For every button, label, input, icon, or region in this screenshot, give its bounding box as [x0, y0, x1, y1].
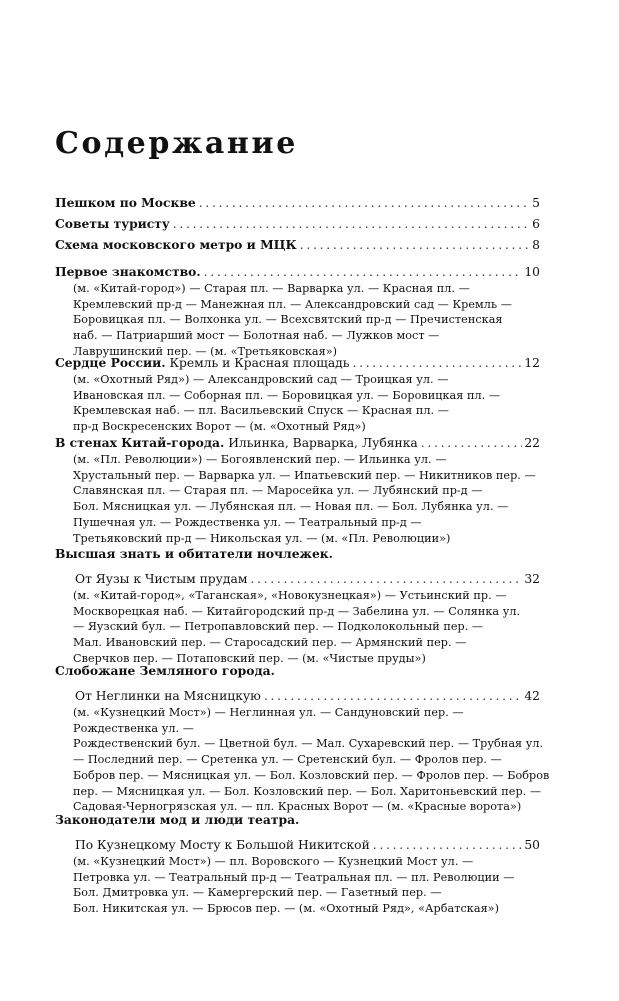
- leader-dots: [264, 687, 523, 705]
- toc-entry-subtitle: От Неглинки на Мясницкую: [75, 689, 261, 703]
- toc-page-number: 10: [524, 265, 540, 279]
- toc-page-number: 5: [532, 196, 540, 210]
- route-description: (м. «Китай-город», «Таганская», «Новокузнецкая») — Устьинский пр. — Москворецкая наб. — Китайгородский пр-д — Забелина ул. — Солянка ул. — Яузский бул. — Петропавловский пер. — Подколокольный пер. — Мал. Ивановский пер. — Старосадский пер. — Армянский пер. — Сверчков пер. — Потаповский пер. — (м. «Чистые пруды»): [73, 589, 521, 665]
- toc-entry-heart-of-russia[interactable]: [55, 354, 540, 435]
- toc-entry-title: Пешком по Москве: [55, 195, 196, 210]
- leader-dots: [300, 236, 530, 254]
- leader-dots: [204, 263, 523, 281]
- leader-dots: [173, 215, 530, 233]
- route-description: (м. «Кузнецкий Мост») — пл. Воровского — Кузнецкий Мост ул. — Петровка ул. — Театральный пр-д — Театральная пл. — пл. Революции — Бол. Дмитровка ул. — Камергерский пер. — Газетный пер. — Бол. Никитская ул. — Брюсов пер. — (м. «Охотный Ряд», «Арбатская»): [73, 855, 515, 916]
- toc-entry-zemlyanoy-gorod[interactable]: [55, 662, 550, 815]
- page-title: Содержание: [55, 126, 298, 161]
- toc-entry-title: Схема московского метро и МЦК: [55, 237, 297, 252]
- route-description: (м. «Кузнецкий Мост») — Неглинная ул. — Сандуновский пер. — Рождественка ул. — Рождественский бул. — Цветной бул. — Мал. Сухаревский пер. — Трубная ул. — Последний пер. — Сретенка ул. — Сретенский бул. — Фролов пер. — Бобров пер. — Мясницкая ул. — Бол. Козловский пер. — Фролов пер. — Бобров пер. — Мясницкая ул. — Бол. Козловский пер. — Бол. Харитоньевский пер. — Садовая-Черногрязская ул. — пл. Красных Ворот — (м. «Красные ворота»): [73, 706, 550, 814]
- toc-entry-walking[interactable]: [55, 194, 540, 212]
- toc-entry-metro-map[interactable]: [55, 236, 540, 254]
- toc-page-number: 8: [532, 238, 540, 252]
- toc-page-number: 6: [532, 217, 540, 231]
- toc-page-number: 12: [524, 356, 540, 370]
- toc-entry-title: В стенах Китай-города. Ильинка, Варварка, Лубянка: [55, 435, 418, 450]
- route-description: (м. «Охотный Ряд») — Александровский сад — Троицкая ул. — Ивановская пл. — Соборная пл. — Боровицкая ул. — Боровицкая пл. — Кремлевская наб. — пл. Васильевский Спуск — Красная пл. — пр-д Воскресенских Ворот — (м. «Охотный Ряд»): [73, 373, 501, 434]
- route-description: (м. «Пл. Революции») — Богоявленский пер. — Ильинка ул. — Хрустальный пер. — Варварка ул. — Ипатьевский пер. — Никитников пер. — Славянская пл. — Старая пл. — Маросейка ул. — Лубянский пр-д — Бол. Мясницкая ул. — Лубянская пл. — Новая пл. — Бол. Лубянка ул. — Пушечная ул. — Рождественка ул. — Театральный пр-д — Третьяковский пр-д — Никольская ул. — (м. «Пл. Революции»): [73, 453, 536, 545]
- toc-entry-fashion-theatre[interactable]: [55, 811, 540, 917]
- toc-entry-first-acquaintance[interactable]: [55, 263, 540, 360]
- leader-dots: [373, 836, 523, 854]
- toc-entry-tips[interactable]: [55, 215, 540, 233]
- leader-dots: [250, 570, 522, 588]
- toc-entry-high-society[interactable]: [55, 545, 540, 667]
- route-description: (м. «Китай-город») — Старая пл. — Варварка ул. — Красная пл. — Кремлевский пр-д — Манежная пл. — Александровский сад — Кремль — Боровицкая пл. — Волхонка ул. — Всехсвятский пр-д — Пречистенская наб. — Патриарший мост — Болотная наб. — Лужков мост — Лаврушинский пер. — (м. «Третьяковская»): [73, 282, 512, 358]
- section-heading: Слобожане Земляного города.: [55, 663, 275, 678]
- toc-entry-subtitle: От Яузы к Чистым прудам: [75, 572, 248, 586]
- toc-entry-kitay-gorod[interactable]: [55, 434, 540, 546]
- toc-page-number: 22: [524, 436, 540, 450]
- leader-dots: [199, 194, 530, 212]
- toc-entry-title: Советы туристу: [55, 216, 170, 231]
- leader-dots: [352, 354, 522, 372]
- leader-dots: [421, 434, 523, 452]
- toc-page-number: 32: [524, 572, 540, 586]
- toc-entry-subtitle: По Кузнецкому Мосту к Большой Никитской: [75, 838, 370, 852]
- section-heading: Высшая знать и обитатели ночлежек.: [55, 546, 333, 561]
- toc-page-number: 50: [524, 838, 540, 852]
- section-heading: Законодатели мод и люди театра.: [55, 812, 300, 827]
- toc-page-number: 42: [524, 689, 540, 703]
- toc-entry-title: Сердце России. Кремль и Красная площадь: [55, 355, 350, 370]
- toc-entry-title: Первое знакомство.: [55, 264, 201, 279]
